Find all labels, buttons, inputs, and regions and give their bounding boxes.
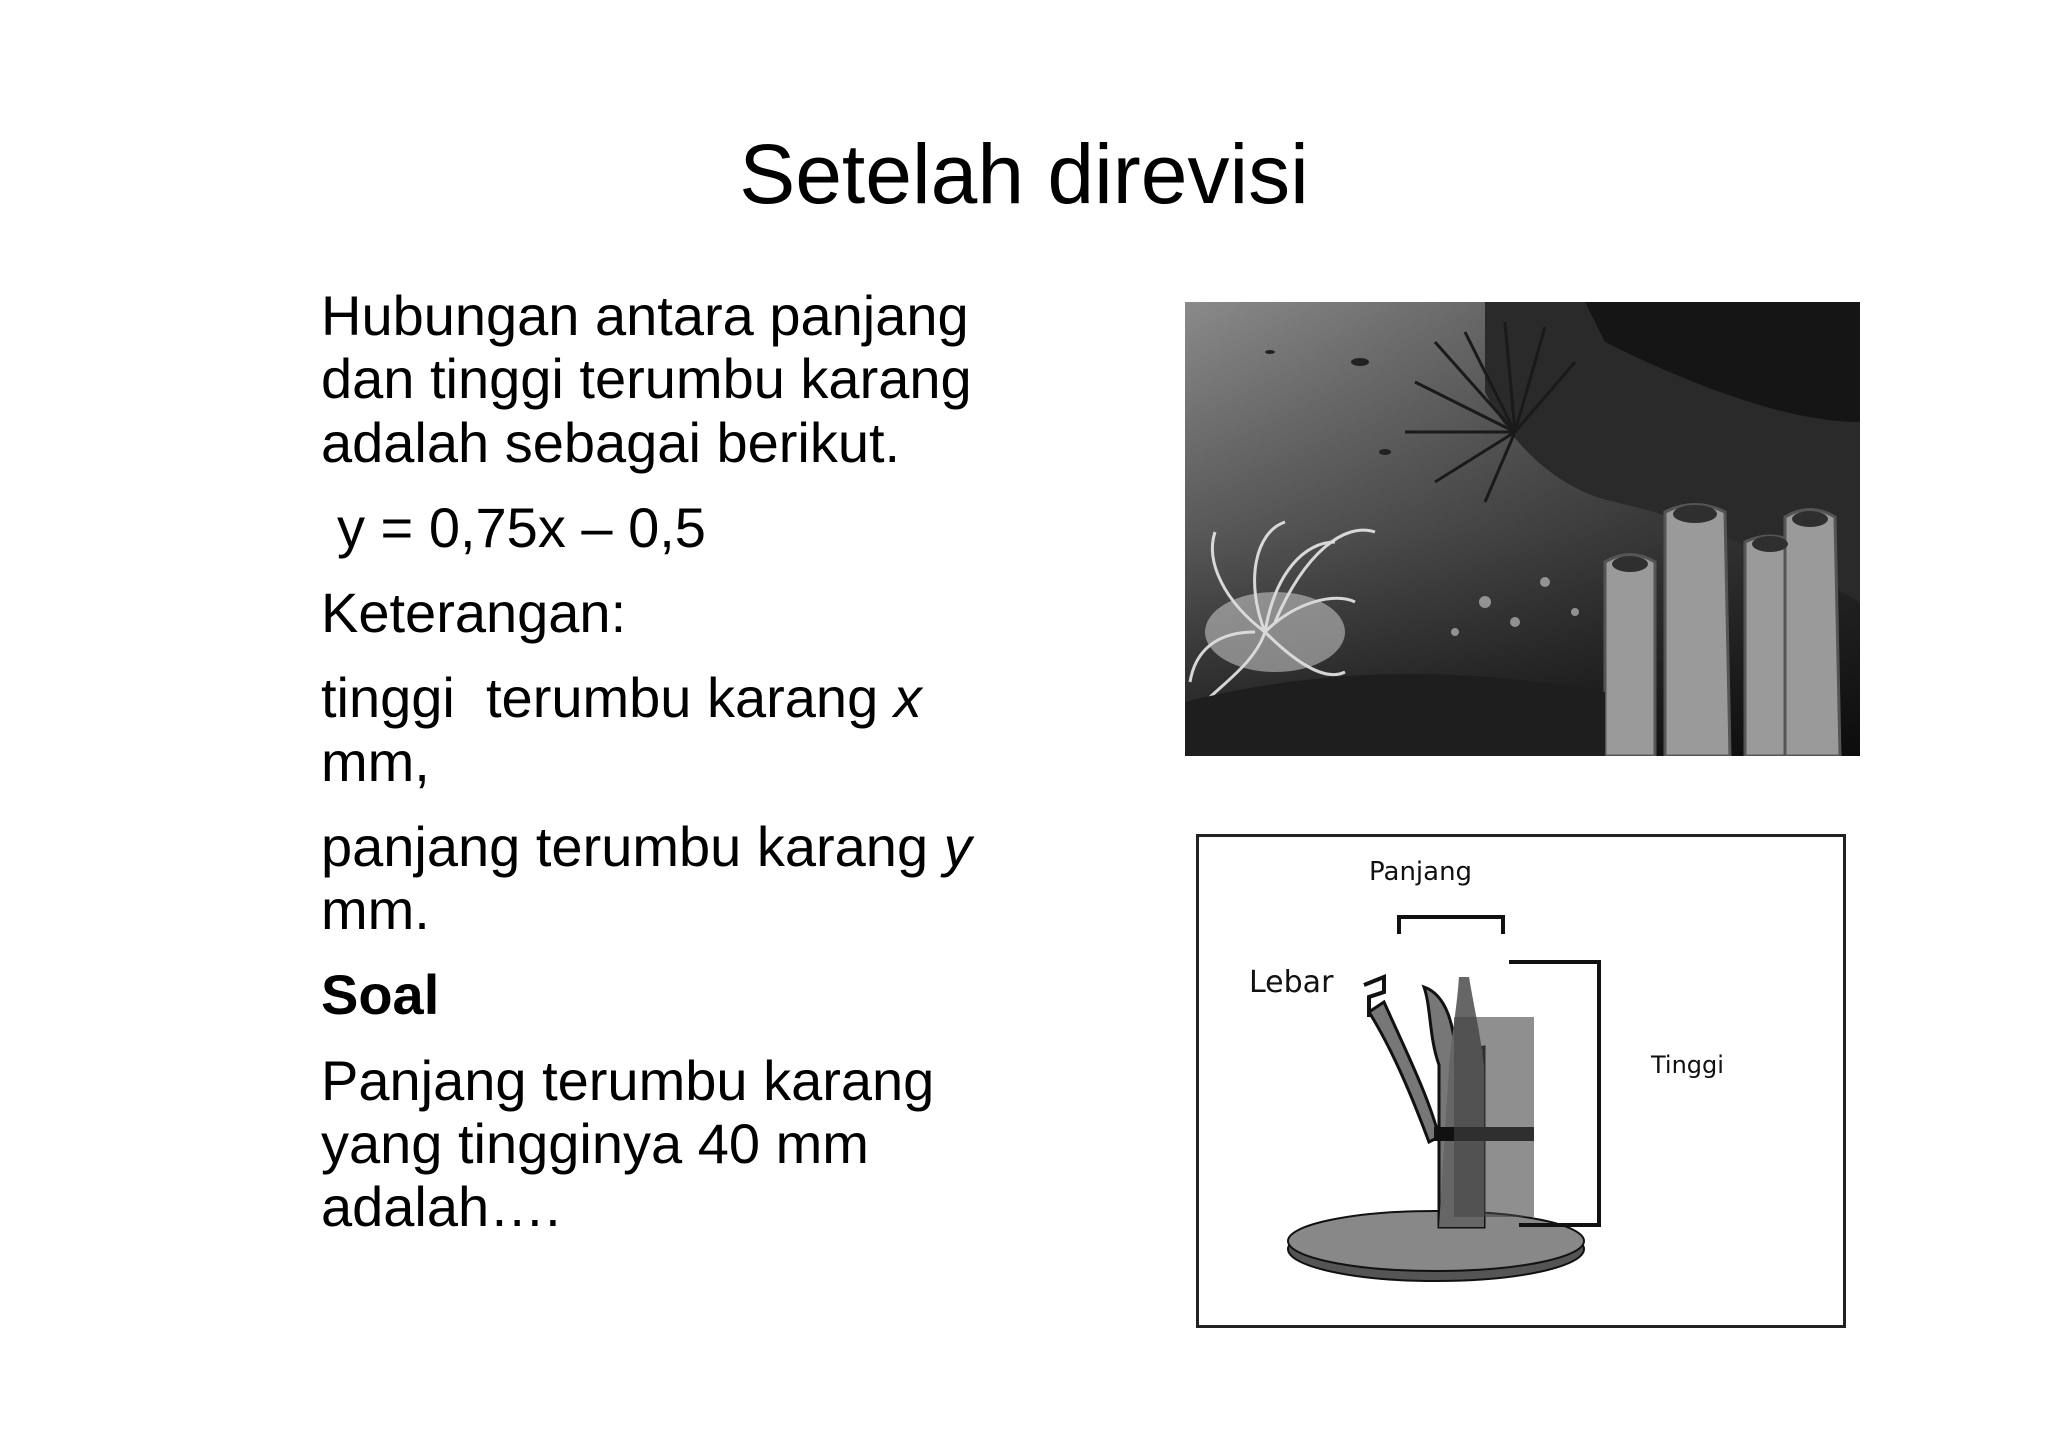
soal-text	[321, 1049, 1081, 1239]
panjang-unit: mm.	[321, 878, 430, 942]
coral-sketch	[1199, 837, 1843, 1325]
slide-title: Setelah direvisi	[739, 127, 1309, 221]
coral-measurement-diagram	[1196, 834, 1846, 1328]
tinggi-unit: mm,	[321, 729, 430, 793]
panjang-definition	[321, 815, 1081, 942]
panjang-prefix: panjang terumbu karang	[321, 814, 944, 878]
panjang-variable: y	[943, 814, 972, 878]
soal-line-2: yang tingginya 40 mm	[321, 1111, 869, 1175]
keterangan-label: Keterangan:	[321, 581, 627, 645]
intro-line-1: Hubungan antara panjang	[321, 284, 969, 347]
soal-line-3: adalah….	[321, 1175, 561, 1239]
slide-body	[321, 284, 1081, 1260]
tinggi-prefix: tinggi terumbu karang	[321, 666, 894, 730]
label-tinggi: Tinggi	[1651, 1051, 1724, 1079]
intro-line-3: adalah sebagai berikut.	[321, 410, 901, 474]
label-lebar: Lebar	[1249, 965, 1334, 1000]
equation: y = 0,75x – 0,5	[337, 495, 706, 559]
intro-line-2: dan tinggi terumbu karang	[321, 347, 972, 411]
tinggi-variable: x	[893, 666, 922, 730]
coral-reef-photo	[1185, 302, 1860, 756]
soal-label: Soal	[321, 963, 440, 1027]
soal-line-1: Panjang terumbu karang	[321, 1048, 935, 1112]
label-panjang: Panjang	[1369, 857, 1473, 887]
intro-paragraph	[321, 284, 1081, 474]
tinggi-definition	[321, 666, 1081, 793]
